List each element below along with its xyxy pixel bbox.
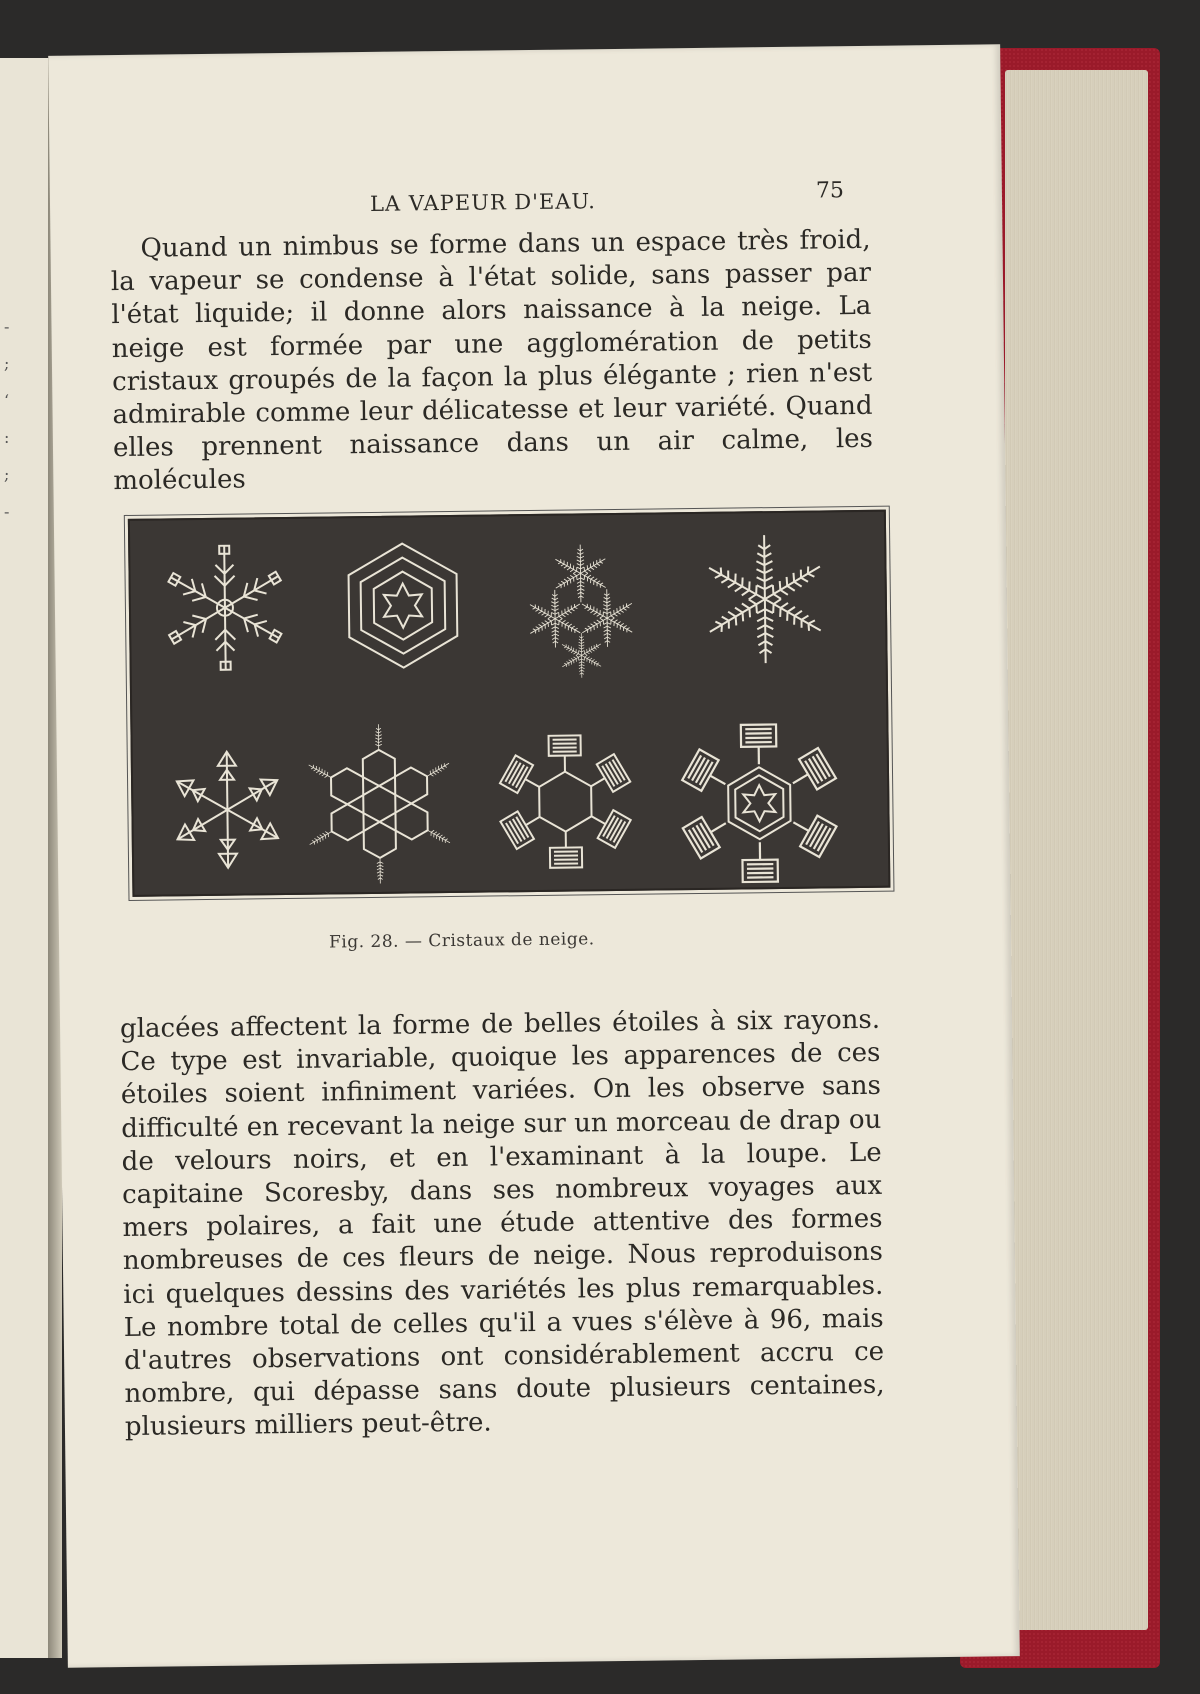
- crystal-capped-star: [682, 724, 838, 883]
- page-number: 75: [815, 178, 845, 204]
- page-edges: [1005, 70, 1148, 1630]
- snow-crystals-figure: [128, 510, 891, 897]
- crystal-dendrite-star: [165, 545, 284, 670]
- book-page: [48, 44, 1020, 1668]
- crystal-hexagonal-plate: [348, 543, 458, 668]
- crystal-arrow-star: [172, 751, 283, 868]
- paragraph-top: Quand un nimbus se forme dans un espace très froid, la vapeur se condense à l'état solide, sans passer par l'état liquide; il donne alors naissance à la neige. La neige est formée par une agglomération de petits cristaux groupés de la façon la plus élégante ; rien n'est admirable comme leur délicatesse et leur variété. Quand elles prennent naissance dans un air calme, les molécules: [110, 224, 874, 497]
- figure-caption: Fig. 28. — Cristaux de neige.: [328, 929, 595, 953]
- crystal-compound-star: [527, 544, 634, 678]
- left-page-edge: [0, 58, 52, 1658]
- crystal-honeycomb-star: [307, 723, 452, 884]
- crystal-prism-star: [499, 735, 631, 869]
- crystal-fern-star: [705, 534, 825, 663]
- left-page-text-fragments: - ; ʻ : ; -: [4, 317, 10, 521]
- running-head: LA VAPEUR D'EAU.: [369, 189, 597, 216]
- paragraph-bottom: glacées affectent la forme de belles étoiles à six rayons. Ce type est invariable, quoique les apparences de ces étoiles soient infiniment variées. On les observe sans difficulté en recevant la neige sur un morceau de drap ou de velours noirs, et en l'examinant à la loupe. Le capitaine Scoresby, dans ses nombreux voyages aux mers polaires, a fait une étude attentive des formes nombreuses de ces fleurs de neige. Nous reproduisons ici quelques dessins des variétés les plus remarquables. Le nombre total de celles qu'il a vues s'élève à 96, mais d'autres observations ont considérablement accru ce nombre, qui dépasse sans doute plusieurs centaines, plusieurs milliers peut-être.: [119, 1004, 885, 1443]
- snow-crystals-drawing: [130, 512, 889, 895]
